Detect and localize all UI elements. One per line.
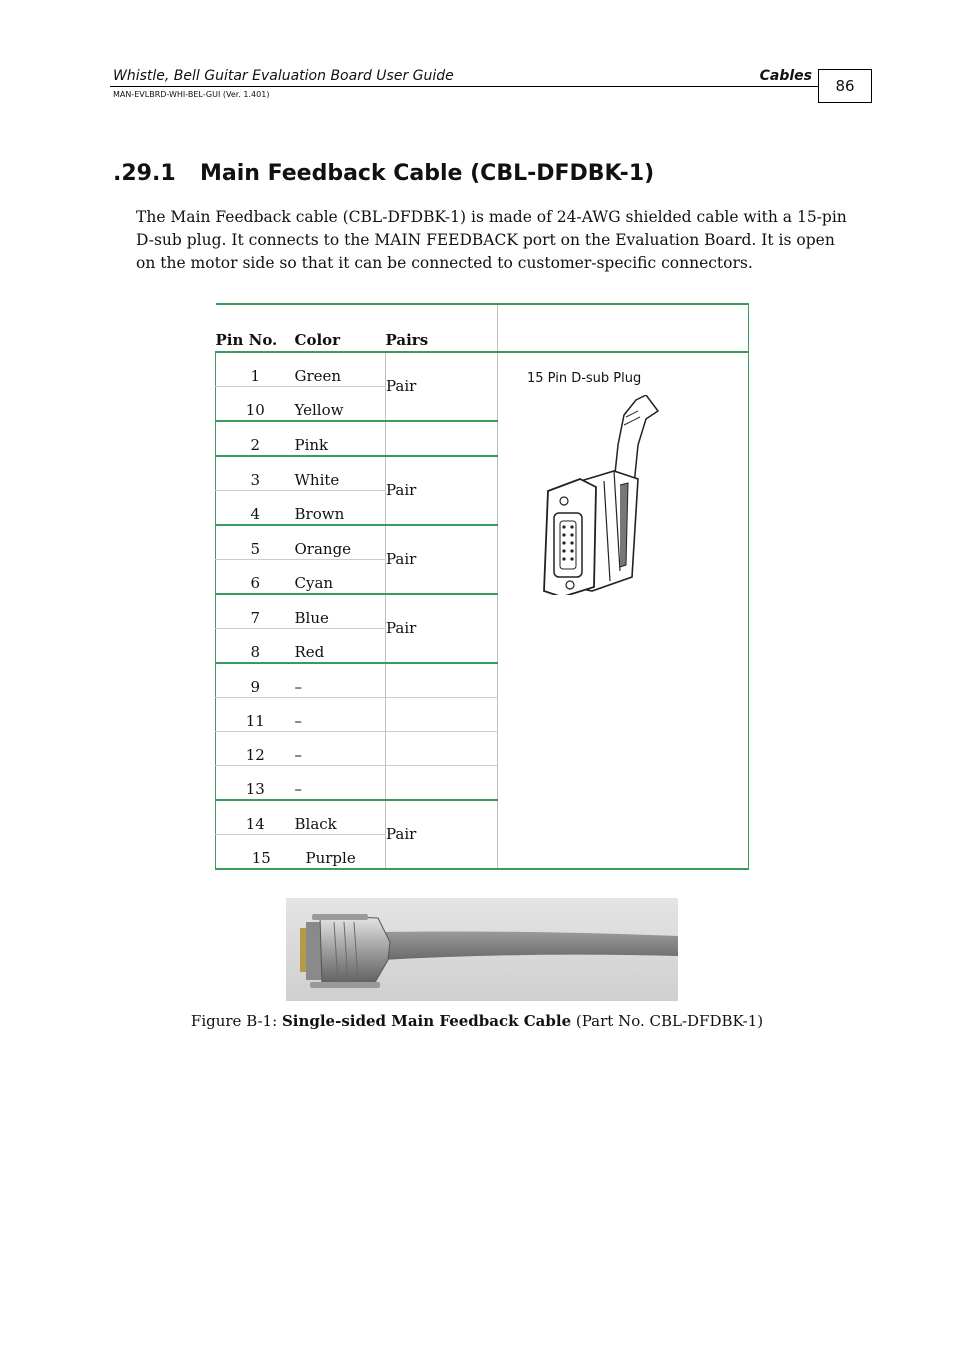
header-pin: Pin No. [216,304,295,352]
pinout-table [215,303,749,870]
color-cell: – [295,698,386,732]
pair-cell-empty [386,663,498,698]
color-cell: Black [295,800,386,835]
plug-label: 15 Pin D-sub Plug [527,371,642,386]
pin-cell: 11 [216,698,295,732]
color-cell: Purple [295,835,386,870]
caption-title: Single-sided Main Feedback Cable [281,1012,572,1030]
page-number: 86 [818,69,872,103]
header-section: Cables [759,68,812,84]
color-cell: – [295,766,386,801]
color-cell: Green [295,352,386,387]
pair-cell: Pair [386,456,498,525]
color-cell: White [295,456,386,491]
pair-cell: Pair [386,594,498,663]
section-number: .29.1 [113,161,176,186]
pin-cell: 12 [216,732,295,766]
color-cell: Red [295,629,386,664]
caption-suffix: (Part No. CBL-DFDBK-1) [571,1012,764,1030]
pin-cell: 7 [216,594,295,629]
pair-cell-empty [386,766,498,801]
pin-cell: 4 [216,491,295,526]
pair-cell: Pair [386,352,498,421]
table-header-row [216,304,749,352]
pair-cell-empty [386,698,498,732]
pin-cell: 13 [216,766,295,801]
header-pairs: Pairs [386,304,498,352]
pair-cell: Pair [386,800,498,869]
pin-cell: 1 [216,352,295,387]
header-title: Whistle, Bell Guitar Evaluation Board User Guide [113,68,454,84]
pin-cell: 10 [216,387,295,422]
color-cell: – [295,663,386,698]
color-cell: Yellow [295,387,386,422]
pin-cell: 14 [216,800,295,835]
color-cell: – [295,732,386,766]
cable-photo [286,898,678,1001]
color-cell: Cyan [295,560,386,595]
color-cell: Orange [295,525,386,560]
pin-cell: 2 [216,421,295,456]
intro-paragraph: The Main Feedback cable (CBL-DFDBK-1) is made of 24-AWG shielded cable with a 15-pin D-sub plug. It connects to the MAIN FEEDBACK port on the Evaluation Board. It is open on the motor side so that it can be connected to customer-specific connectors. [136,208,847,272]
dsub-plug-drawing [534,395,674,595]
caption-prefix: Figure B-1: [190,1012,282,1030]
pin-cell: 5 [216,525,295,560]
color-cell: Pink [295,421,386,456]
pin-cell: 8 [216,629,295,664]
pin-cell: 9 [216,663,295,698]
figure-caption [0,1012,954,1030]
header-subtitle: MAN-EVLBRD-WHI-BEL-GUI (Ver. 1.401) [113,90,270,99]
header-rule [110,86,818,87]
pin-cell: 6 [216,560,295,595]
table-row [216,352,749,387]
pin-cell: 15 [216,835,295,870]
color-cell: Brown [295,491,386,526]
header-color: Color [295,304,386,352]
section-heading [113,161,654,186]
pair-cell-empty [386,732,498,766]
section-title: Main Feedback Cable (CBL-DFDBK-1) [200,161,655,186]
pair-cell: Pair [386,525,498,594]
pin-cell: 3 [216,456,295,491]
plug-image-cell [498,352,749,869]
header-image [498,304,749,352]
pair-cell-empty [386,421,498,456]
color-cell: Blue [295,594,386,629]
